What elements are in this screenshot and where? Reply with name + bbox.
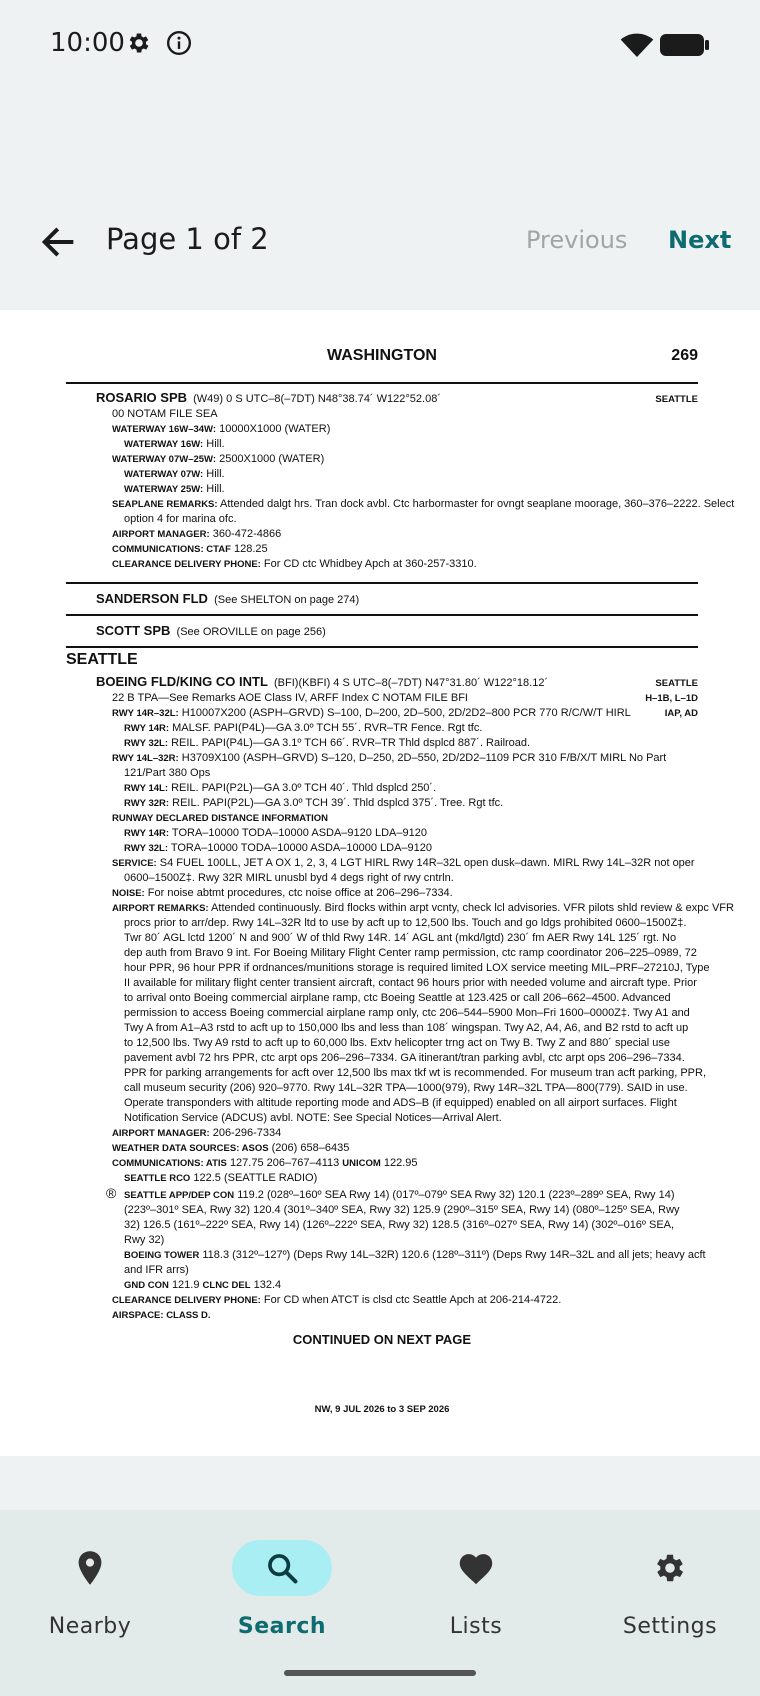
gesture-handle[interactable] <box>284 1670 476 1676</box>
runway-end-label: RWY 14L: <box>124 783 168 794</box>
next-button[interactable]: Next <box>668 226 732 254</box>
runway-end-value: REIL. PAPI(P4L)—GA 3.1º TCH 66´. RVR–TR Thld dsplcd 887´. Railroad. <box>171 737 531 749</box>
remarks-text: Attended continuously. Bird flocks within arpt vcnty, check lcl advisories. VFR pilots shld review & expc VFR <box>211 902 734 914</box>
approach-value: Rwy 32) <box>124 1234 165 1246</box>
remarks-text: permission to access Boeing commercial airplane ramp only, ctc 206–544–5900 Mon–Fri 1600–0000Z‡. Twy A1 and <box>124 1007 690 1019</box>
location-pin-icon <box>75 1550 105 1586</box>
cross-reference: (See OROVILLE on page 256) <box>176 626 326 638</box>
comm-frequency: 128.25 <box>233 543 268 555</box>
clnc-frequency: 132.4 <box>253 1279 282 1291</box>
remarks-text: PPR for parking arrangements for acft over 12,500 lbs max tkf wt is recommended. For museum tran acft parking, PPR, <box>124 1067 707 1079</box>
runway-value: H3709X100 (ASPH–GRVD) S–120, D–250, 2D–550, 2D/2D2–1109 PCR 310 F/B/X/T MIRL No Part <box>181 752 667 764</box>
declared-distance-value: TORA–10000 TODA–10000 ASDA–10000 LDA–9120 <box>170 842 432 854</box>
runway-end-value: MALSF. PAPI(P4L)—GA 3.0º TCH 55´. RVR–TR Fence. Rgt tfc. <box>172 722 483 734</box>
remarks-text: II available for military flight center transient aircraft, contact 96 hours prior with needed volume and aircraft type. Prior <box>124 977 697 989</box>
nav-lists[interactable] <box>386 1540 566 1639</box>
bottom-navigation <box>0 1510 760 1696</box>
remarks-text: call museum security (206) 920–9770. Rwy 14L–32R TPA—1000(979), Rwy 14R–32L TPA—800(779). SAID in use. <box>124 1082 688 1094</box>
airport-line2: 00 NOTAM FILE SEA <box>112 408 218 420</box>
section-rule <box>66 646 698 648</box>
clearance-text: For CD when ATCT is clsd ctc Seattle Apch at 206-214-4722. <box>263 1294 562 1306</box>
region-label: SEATTLE <box>655 678 698 689</box>
wifi-icon <box>620 32 654 58</box>
ground-label: GND CON <box>124 1280 169 1291</box>
airport-line2: 22 B TPA—See Remarks AOE Class IV, ARFF Index C NOTAM FILE BFI <box>112 692 468 704</box>
nav-label: Lists <box>449 1614 503 1639</box>
runway-end-value: REIL. PAPI(P2L)—GA 3.0º TCH 40´. Thld dsplcd 250´. <box>171 782 437 794</box>
waterway-label: WATERWAY 07W–25W: <box>112 454 217 465</box>
atis-value: 127.75 206–767–4113 <box>229 1157 340 1169</box>
section-rule <box>66 582 698 584</box>
declared-distance-label: RWY 14R: <box>124 828 170 839</box>
nav-nearby[interactable] <box>0 1540 180 1639</box>
waterway-value: 10000X1000 (WATER) <box>219 423 331 435</box>
noise-value: For noise abtmt procedures, ctc noise office at 206–296–7334. <box>147 887 453 899</box>
declared-distance-heading: RUNWAY DECLARED DISTANCE INFORMATION <box>112 813 329 824</box>
rco-label: SEATTLE RCO <box>124 1173 191 1184</box>
section-rule <box>66 614 698 616</box>
waterway-value: Hill. <box>206 483 225 495</box>
remarks-text: to arrival onto Boeing commercial airplane ramp, ctc Boeing Seattle at 123.425 or call 206–662–4500. Advanced <box>124 992 671 1004</box>
clnc-label: CLNC DEL <box>202 1280 251 1291</box>
gear-icon <box>652 1550 688 1586</box>
city-heading <box>66 652 698 669</box>
waterway-label: WATERWAY 16W–34W: <box>112 424 217 435</box>
airport-header: (BFI)(KBFI) 4 S UTC–8(–7DT) N47°31.80´ W122°18.12´ <box>274 677 549 689</box>
nav-label: Search <box>237 1614 327 1639</box>
service-value: S4 FUEL 100LL, JET A OX 1, 2, 3, 4 LGT HIRL Rwy 14R–32L open dusk–dawn. MIRL Rwy 14L–32R not oper <box>159 857 695 869</box>
city-name: SEATTLE <box>66 651 138 668</box>
runway-label: RWY 14L–32R: <box>112 753 179 764</box>
runway-end-label: RWY 32R: <box>124 798 170 809</box>
clearance-label: CLEARANCE DELIVERY PHONE: <box>112 559 261 570</box>
heart-icon <box>457 1551 495 1585</box>
remarks-text: Twr 80´ AGL lctd 1200´ N and 900´ W of thld Rwy 14R. 14´ AGL ant (mkd/lgtd) 230´ fm AER Rwy 14L 125´ rgt. No <box>124 932 677 944</box>
airspace-label: AIRSPACE: CLASS D. <box>112 1310 211 1321</box>
noise-label: NOISE: <box>112 888 145 899</box>
manager-label: AIRPORT MANAGER: <box>112 1128 210 1139</box>
settings-status-icon <box>126 30 152 56</box>
scott-entry <box>66 623 728 640</box>
remarks-label: SEAPLANE REMARKS: <box>112 499 218 510</box>
effective-dates: NW, 9 JUL 2026 to 3 SEP 2026 <box>314 1404 450 1415</box>
nav-settings[interactable] <box>580 1540 760 1639</box>
approach-value: (223º–301º SEA, Rwy 32) 120.4 (301º–340º SEA, Rwy 32) 125.9 (290º–315º SEA, Rwy 14) (080º–125º SEA, Rwy <box>124 1204 680 1216</box>
remarks-text: dep auth from Bravo 9 int. For Boeing Military Flight Center ramp permission, ctc ramp coordinator 206–225–0989, 72 <box>124 947 697 959</box>
cross-reference: (See SHELTON on page 274) <box>214 594 360 606</box>
nav-pill <box>40 1540 140 1596</box>
airport-name: SANDERSON FLD <box>96 591 208 606</box>
approach-value: 32) 126.5 (161º–222º SEA, Rwy 14) (126º–222º SEA, Rwy 32) 128.5 (316º–027º SEA, Rwy 14) (302º–016º SEA, <box>124 1219 675 1231</box>
tower-label: BOEING TOWER <box>124 1250 200 1261</box>
remarks-text: Attended dalgt hrs. Tran dock avbl. Ctc harbormaster for ovngt seaplane moorage, 360–376–2222. Select <box>220 498 735 510</box>
nav-label: Nearby <box>48 1614 132 1639</box>
waterway-label: WATERWAY 16W: <box>124 439 204 450</box>
battery-icon <box>660 32 710 58</box>
tower-value: and IFR arrs) <box>124 1264 189 1276</box>
info-status-icon <box>166 30 192 56</box>
runway-label: RWY 14R–32L: <box>112 708 179 719</box>
header-rule <box>66 382 698 384</box>
weather-label: WEATHER DATA SOURCES: ASOS <box>112 1143 269 1154</box>
airport-header: (W49) 0 S UTC–8(–7DT) N48°38.74´ W122°52.08´ <box>193 393 441 405</box>
weather-phone: (206) 658–6435 <box>271 1142 350 1154</box>
waterway-label: WATERWAY 07W: <box>124 469 204 480</box>
state-heading: WASHINGTON <box>327 347 437 364</box>
unicom-label: UNICOM <box>342 1158 381 1169</box>
waterway-value: Hill. <box>206 438 225 450</box>
nav-label: Settings <box>622 1614 718 1639</box>
waterway-value: Hill. <box>206 468 225 480</box>
remarks-text: to 12,500 lbs. Twy A9 rstd to acft up to 60,000 lbs. Extv helicopter trng act on Twy B. Twy Z and 880´ special use <box>124 1037 671 1049</box>
comm-label: COMMUNICATIONS: ATIS <box>112 1158 227 1169</box>
chart-refs: H–1B, L–1D <box>645 693 698 704</box>
remarks-text: hour PPR, 96 hour PPR if ordnances/munitions storage is required limited LOX service meeting MIL–PRF–27210J, Type <box>124 962 710 974</box>
status-bar <box>0 0 760 92</box>
service-label: SERVICE: <box>112 858 157 869</box>
chart-refs: IAP, AD <box>664 708 698 719</box>
declared-distance-label: RWY 32L: <box>124 843 168 854</box>
runway-value: H10007X200 (ASPH–GRVD) S–100, D–200, 2D–500, 2D/2D2–800 PCR 770 R/C/W/T HIRL <box>181 707 631 719</box>
remarks-text: option 4 for marina ofc. <box>124 513 237 525</box>
airport-name: ROSARIO SPB <box>96 390 188 405</box>
nav-pill <box>426 1540 526 1596</box>
region-label: SEATTLE <box>655 394 698 405</box>
clearance-text: For CD ctc Whidbey Apch at 360-257-3310. <box>263 558 477 570</box>
remarks-text: procs prior to arr/dep. Rwy 14L–32R ltd to use by acft up to 12,500 lbs. Touch and go ldgs prohibited 0600–1500Z‡. <box>124 917 687 929</box>
page-nav-bar <box>0 200 760 288</box>
manager-label: AIRPORT MANAGER: <box>112 529 210 540</box>
unicom-frequency: 122.95 <box>383 1157 418 1169</box>
airport-name: SCOTT SPB <box>96 623 171 638</box>
rco-value: 122.5 (SEATTLE RADIO) <box>193 1172 318 1184</box>
approach-label: SEATTLE APP/DEP CON <box>124 1190 235 1201</box>
back-arrow-icon[interactable] <box>38 222 78 262</box>
waterway-label: WATERWAY 25W: <box>124 484 204 495</box>
remarks-text: Operate transponders with altitude reporting mode and ADS–B (if equipped) enabled on all airport surfaces. Flight <box>124 1097 677 1109</box>
nav-pill <box>620 1540 720 1596</box>
document-page <box>0 310 760 1456</box>
manager-phone: 360-472-4866 <box>212 528 282 540</box>
waterway-value: 2500X1000 (WATER) <box>219 453 325 465</box>
ground-frequency: 121.9 <box>171 1279 200 1291</box>
previous-button[interactable]: Previous <box>526 226 628 254</box>
service-value: 0600–1500Z‡. Rwy 32R MIRL unusbl byd 4 degs right of rwy cntrln. <box>124 872 454 884</box>
runway-value: 121/Part 380 Ops <box>124 767 211 779</box>
runway-end-value: REIL. PAPI(P2L)—GA 3.0º TCH 39´. Thld dsplcd 375´. Tree. Rgt tfc. <box>172 797 504 809</box>
remarks-text: Notification Service (ADCUS) avbl. NOTE: See Special Notices—Arrival Alert. <box>124 1112 502 1124</box>
airport-name: BOEING FLD/KING CO INTL <box>96 674 268 689</box>
rosario-entry <box>66 390 735 572</box>
remarks-text: Twy A from A1–A3 rstd to acft up to 150,000 lbs and less than 108´ wingspan. Twy A2, A4, A6, and B2 rstd to acft up <box>124 1022 689 1034</box>
sanderson-entry <box>66 591 728 608</box>
radar-symbol: ® <box>106 1185 117 1201</box>
status-time: 10:00 <box>50 28 125 58</box>
remarks-label: AIRPORT REMARKS: <box>112 903 209 914</box>
declared-distance-value: TORA–10000 TODA–10000 ASDA–9120 LDA–9120 <box>171 827 427 839</box>
search-icon <box>265 1551 299 1585</box>
runway-end-label: RWY 14R: <box>124 723 170 734</box>
clearance-label: CLEARANCE DELIVERY PHONE: <box>112 1295 261 1306</box>
runway-end-label: RWY 32L: <box>124 738 168 749</box>
approach-value: 119.2 (028º–160º SEA Rwy 14) (017º–079º SEA Rwy 32) 120.1 (223º–289º SEA, Rwy 14) <box>237 1189 675 1201</box>
page-number: 269 <box>671 347 698 364</box>
boeing-entry <box>66 674 734 1323</box>
nav-pill-active <box>232 1540 332 1596</box>
comm-label: COMMUNICATIONS: CTAF <box>112 544 231 555</box>
manager-phone: 206-296-7334 <box>212 1127 282 1139</box>
tower-value: 118.3 (312º–127º) (Deps Rwy 14L–32R) 120.6 (128º–311º) (Deps Rwy 14R–32L and all jets; heavy acft <box>202 1249 706 1261</box>
page-indicator: Page 1 of 2 <box>106 222 269 256</box>
continued-note: CONTINUED ON NEXT PAGE <box>292 1332 472 1347</box>
nav-search[interactable] <box>192 1540 372 1639</box>
page-header <box>66 348 698 368</box>
remarks-text: pavement avbl 72 hrs PPR, ctc arpt ops 206–296–7334. GA itinerant/tran parking avbl, ctc arpt ops 206–296–7334. <box>124 1052 685 1064</box>
